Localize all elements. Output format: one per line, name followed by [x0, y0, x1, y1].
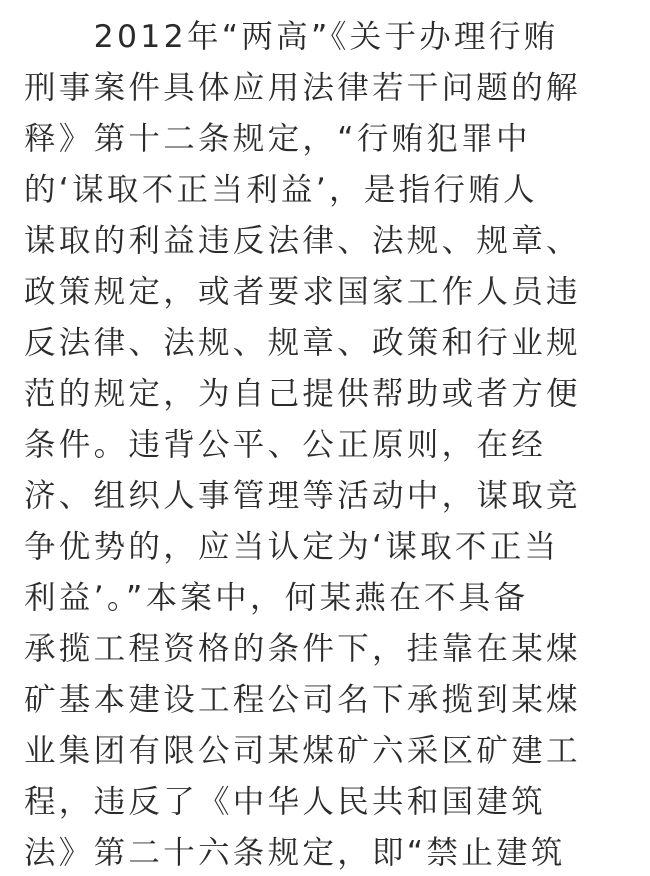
article-line-3: 释》第十二条规定，“行贿犯罪中: [24, 121, 531, 157]
article-line-8: 范的规定，为自己提供帮助或者方便: [24, 376, 581, 412]
article-line-13: 承揽工程资格的条件下，挂靠在某煤: [24, 631, 581, 667]
article-line-4: 的‘谋取不正当利益’，是指行贿人: [24, 172, 538, 208]
article-line-7: 反法律、法规、规章、政策和行业规: [24, 325, 581, 361]
article-line-15: 业集团有限公司某煤矿六采区矿建工: [24, 733, 581, 769]
article-line-10: 济、组织人事管理等活动中，谋取竞: [24, 478, 581, 514]
article-line-17: 法》第二十六条规定，即“禁止建筑: [24, 835, 566, 871]
article-line-12: 利益’。”本案中，何某燕在不具备: [24, 580, 529, 616]
article-body: [24, 12, 622, 876]
article-line-11: 争优势的，应当认定为‘谋取不正当: [24, 529, 560, 565]
article-line-6: 政策规定，或者要求国家工作人员违: [24, 274, 581, 310]
article-line-5: 谋取的利益违反法律、法规、规章、: [24, 223, 581, 259]
article-line-14: 矿基本建设工程公司名下承揽到某煤: [24, 682, 581, 718]
article-line-16: 程，违反了《中华人民共和国建筑: [24, 784, 547, 820]
article-line-2: 刑事案件具体应用法律若干问题的解: [24, 70, 581, 106]
article-line-9: 条件。违背公平、公正原则，在经: [24, 427, 547, 463]
article-line-1: 2012年“两高”《关于办理行贿: [24, 19, 559, 55]
